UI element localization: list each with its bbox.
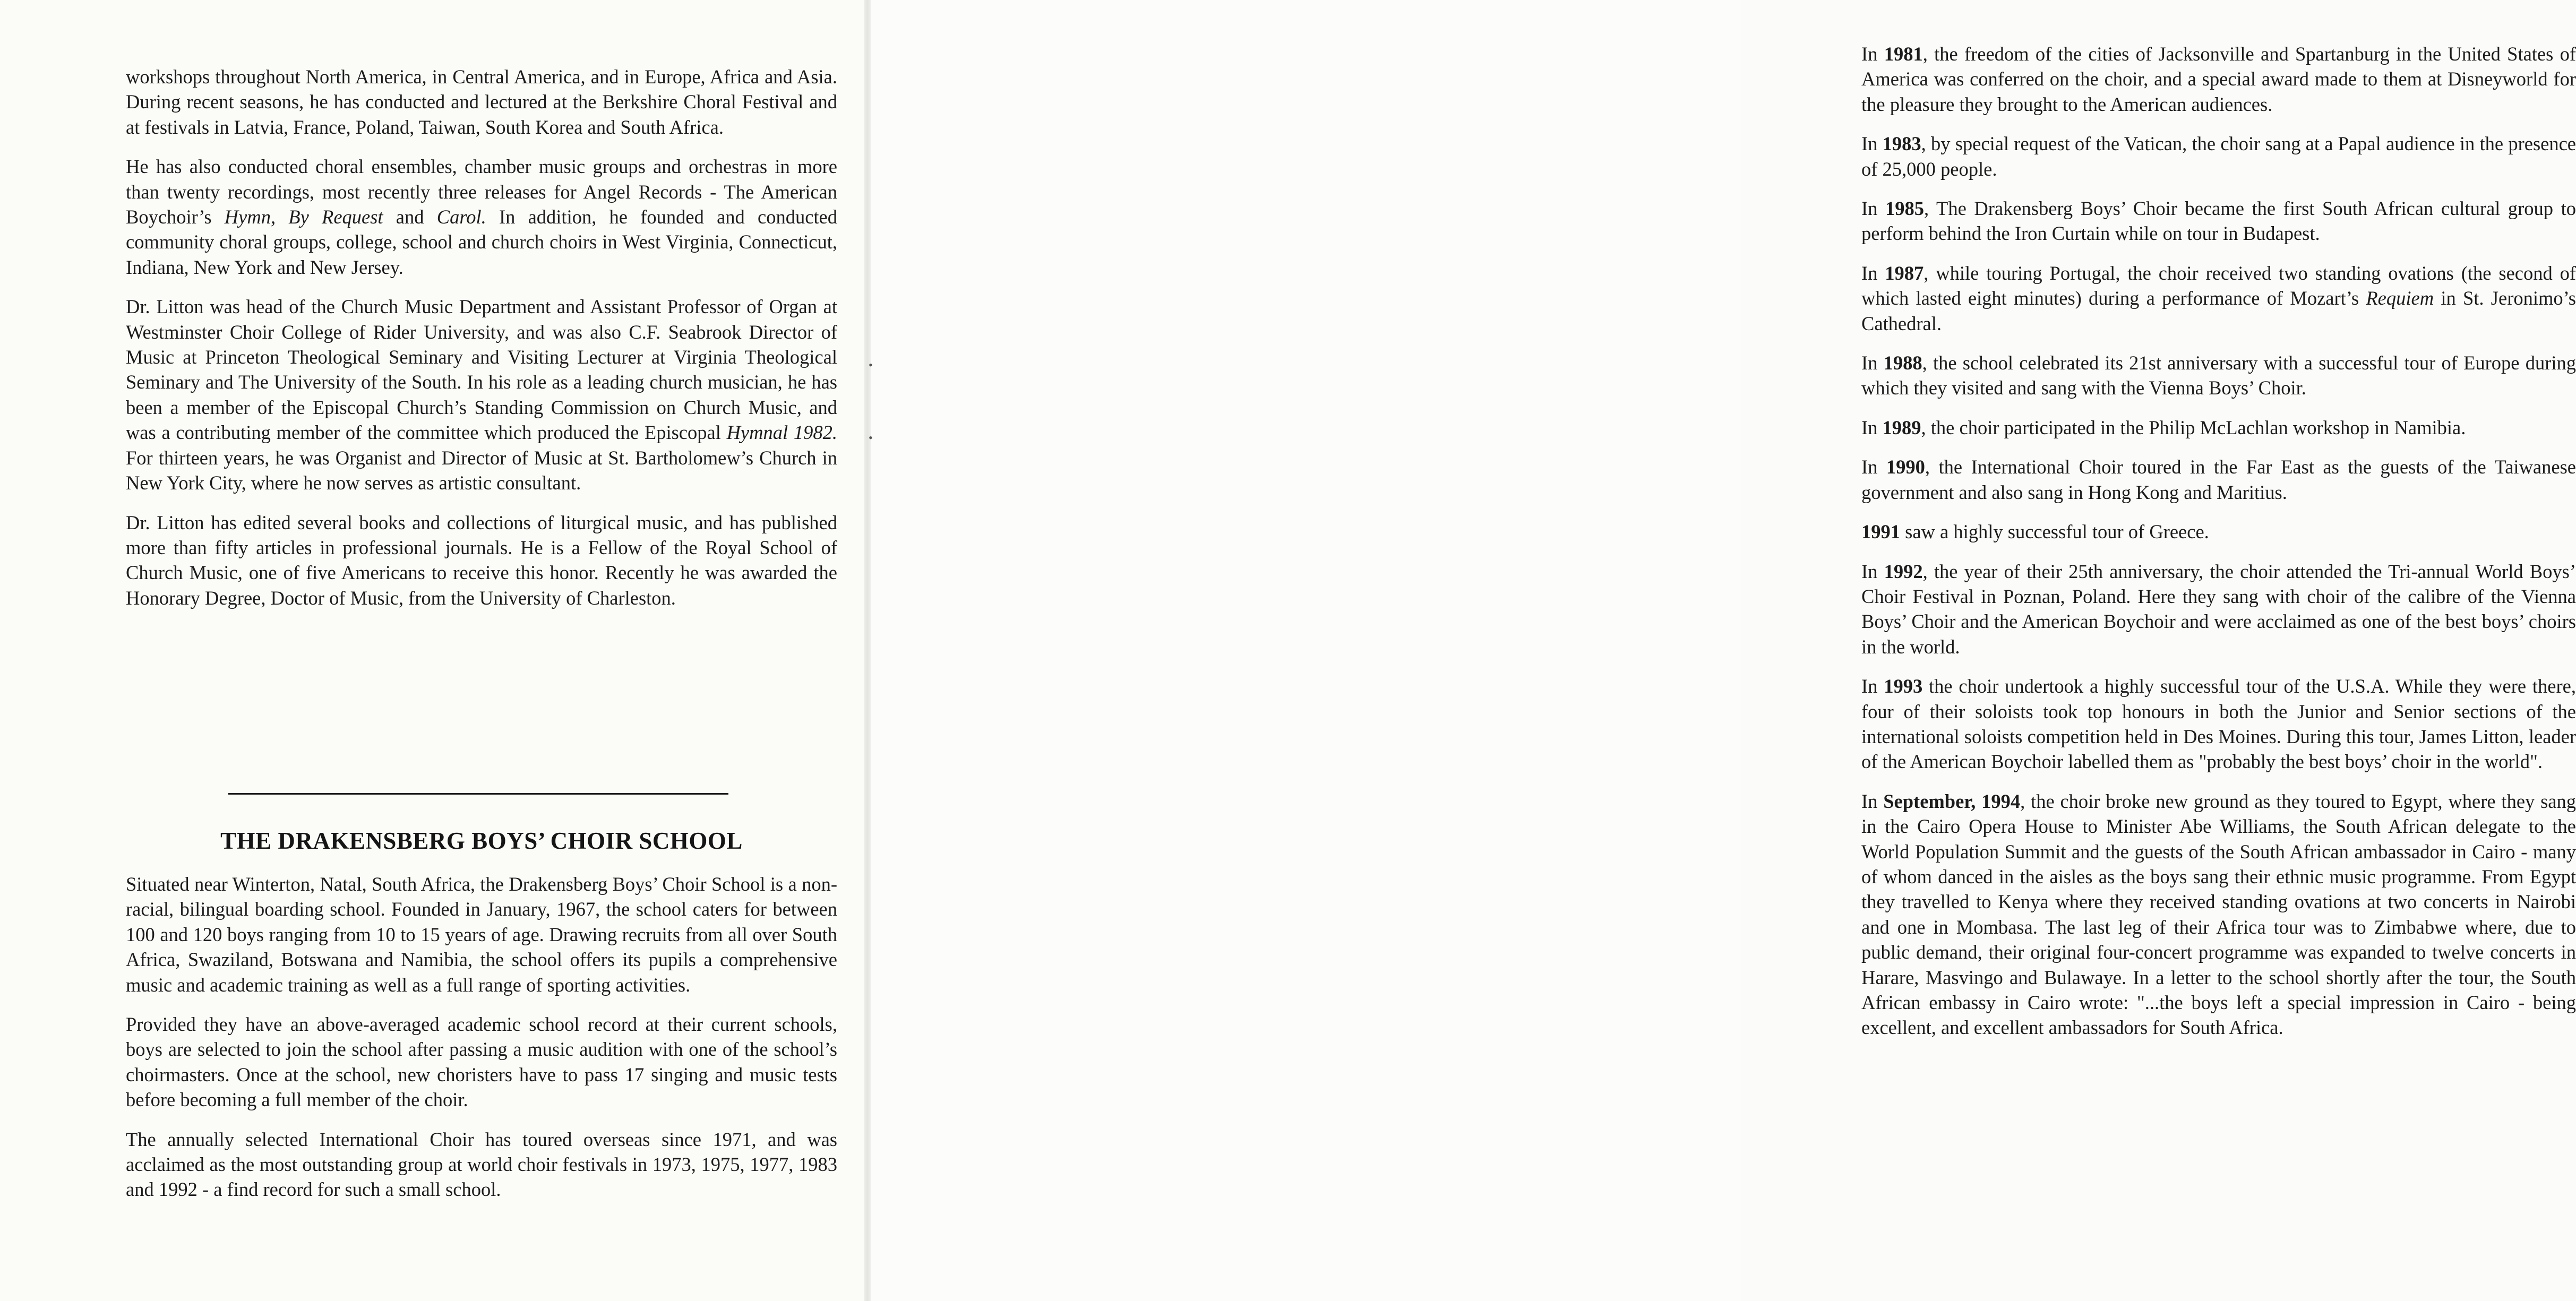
text-run: , The Drakensberg Boys’ Choir became the first South African cultural group to perform behind the Iron Curtain while on tour in Budapest. — [1861, 197, 2576, 245]
paragraph — [126, 872, 837, 997]
text-run: For thirteen years, he was Organist and Director of Music at St. Bartholomew’s Church in New York City, where he now serves as artistic consultant. — [126, 446, 837, 494]
emphasized-year: 1989 — [1882, 416, 1921, 438]
paragraph — [126, 64, 837, 140]
text-run: , the freedom of the cities of Jacksonville and Spartanburg in the United States of America was conferred on the choir, and a special award made to them at Disneyworld for the pleasure they brought to the American audiences. — [1861, 43, 2576, 115]
paragraph — [1861, 519, 2576, 544]
page-gutter — [864, 0, 871, 1301]
text-run: in St. Jeronimo’s Cathedral. — [1861, 287, 2576, 334]
text-run: , by special request of the Vatican, the choir sang at a Papal audience in the presence of 25,000 people. — [1861, 133, 2576, 180]
text-run: saw a highly successful tour of Greece. — [1900, 521, 2209, 543]
text-run: In — [1861, 675, 1884, 697]
italic-title: Hymnal 1982. — [726, 421, 837, 444]
text-run: the choir undertook a highly successful tour of the U.S.A. While they were there, four of their soloists took top honours in both the Junior and Senior sections of the international soloists competition held in Des Moines. During this tour, James Litton, leader of the American Boychoir labelled them as "probably the best boys’ choir in the world". — [1861, 675, 2576, 773]
paragraph — [1861, 674, 2576, 774]
emphasized-year: 1987 — [1885, 262, 1924, 284]
paragraph — [1861, 350, 2576, 401]
paragraph — [1861, 789, 2576, 1040]
paragraph — [126, 510, 837, 611]
paragraph — [1861, 131, 2576, 182]
italic-title: Carol. — [436, 206, 486, 228]
paragraph — [126, 294, 837, 495]
text-run: , while touring Portugal, the choir received two standing ovations (the second of which lasted eight minutes) during a performance of Mozart’s — [1861, 262, 2576, 309]
emphasized-year: 1988 — [1883, 352, 1922, 374]
paragraph — [1861, 41, 2576, 117]
choir-school-description — [126, 872, 837, 1217]
choir-history-timeline — [1861, 41, 2576, 1055]
emphasized-year: 1992 — [1884, 560, 1923, 582]
emphasized-year: 1993 — [1884, 675, 1923, 697]
emphasized-year: 1983 — [1882, 133, 1921, 155]
text-run: workshops throughout North America, in Central America, and in Europe, Africa and Asia. During recent seasons, he has conducted and lectured at the Berkshire Choral Festival and at festivals in Latvia, France, Poland, Taiwan, South Korea and South Africa. — [126, 66, 837, 138]
section-heading: THE DRAKENSBERG BOYS’ CHOIR SCHOOL — [220, 828, 743, 854]
text-run: In — [1861, 560, 1884, 582]
text-run: , the choir broke new ground as they toured to Egypt, where they sang in the Cairo Opera House to Minister Abe Williams, the South African delegate to the World Population Summit and the guests of the South African ambassador in Cairo - many of whom danced in the aisles as the boys sang their ethnic music programme. From Egypt they travelled to Kenya where they received standing ovations at two concerts in Nairobi and one in Mombasa. The last leg of their Africa tour was to Zimbabwe where, due to public demand, their original four-concert programme was expanded to twelve concerts in Harare, Masvingo and Bulawaye. In a letter to the school shortly after the tour, the South African embassy in Cairo wrote: "...the boys left a special impression in Cairo - being excellent, and excellent ambassadors for South Africa. — [1861, 790, 2576, 1039]
paragraph — [126, 1127, 837, 1202]
text-run: Provided they have an above-averaged academic school record at their current schools, boys are selected to join the school after passing a music audition with one of the school’s choirmasters. Once at the school, new choristers have to pass 17 singing and music tests before becoming a full member of the choir. — [126, 1013, 837, 1111]
paragraph — [1861, 454, 2576, 505]
text-run: In — [1861, 790, 1884, 812]
text-run: In — [1861, 416, 1883, 438]
text-run: , the choir participated in the Philip McLachlan workshop in Namibia. — [1921, 416, 2466, 438]
paragraph — [126, 154, 837, 280]
text-run: and — [383, 206, 437, 228]
paragraph — [1861, 196, 2576, 246]
paragraph — [1861, 559, 2576, 660]
margin-mark: • — [869, 358, 873, 372]
text-run: , the International Choir toured in the Far East as the guests of the Taiwanese government and also sang in Hong Kong and Maritius. — [1861, 456, 2576, 503]
text-run: , the school celebrated its 21st anniversary with a successful tour of Europe during which they visited and sang with the Vienna Boys’ Choir. — [1861, 352, 2576, 399]
text-run: In — [1861, 133, 1883, 155]
text-run: Dr. Litton was head of the Church Music Department and Assistant Professor of Organ at Westminster Choir College of Rider University, and was also C.F. Seabrook Director of Music at Princeton Theological Seminary and Visiting Lecturer at Virginia Theological Seminary and The University of the South. In his role as a leading church musician, he has been a member of the Episcopal Church’s Standing Commission on Church Music, and was a contributing member of the committee which produced the Episcopal — [126, 296, 837, 444]
emphasized-year: 1985 — [1885, 197, 1924, 220]
text-run: In addition, he founded and conducted community choral groups, college, school and church choirs in West Virginia, Connecticut, Indiana, New York and New Jersey. — [126, 206, 838, 278]
italic-title: Requiem — [2366, 287, 2434, 309]
paragraph — [1861, 261, 2576, 336]
emphasized-year: 1990 — [1886, 456, 1925, 478]
text-run: In — [1861, 197, 1885, 220]
emphasized-year: 1981 — [1884, 43, 1923, 65]
paragraph — [1861, 415, 2576, 440]
text-run: He has also conducted choral ensembles, chamber music groups and orchestras in more than twenty recordings, most recently three releases for Angel Records - The American Boychoir’s — [126, 156, 837, 228]
italic-title: Hymn, By Request — [224, 206, 383, 228]
margin-mark: • — [869, 431, 873, 444]
litton-biography — [126, 64, 837, 625]
text-run: In — [1861, 456, 1886, 478]
text-run: In — [1861, 262, 1885, 284]
emphasized-year: September, 1994 — [1883, 790, 2021, 812]
right-page — [871, 0, 2576, 1301]
section-divider — [228, 793, 728, 795]
emphasized-year: 1991 — [1861, 521, 1900, 543]
text-run: In — [1861, 352, 1884, 374]
left-page — [0, 0, 864, 1301]
text-run: Situated near Winterton, Natal, South Africa, the Drakensberg Boys’ Choir School is a non-racial, bilingual boarding school. Founded in January, 1967, the school caters for between 100 and 120 boys ranging from 10 to 15 years of age. Drawing recruits from all over South Africa, Swaziland, Botswana and Namibia, the school offers its pupils a comprehensive music and academic training as well as a full range of sporting activities. — [126, 873, 837, 996]
text-run: Dr. Litton has edited several books and collections of liturgical music, and has published more than fifty articles in professional journals. He is a Fellow of the Royal School of Church Music, one of five Americans to receive this honor. Recently he was awarded the Honorary Degree, Doctor of Music, from the University of Charleston. — [126, 511, 837, 609]
text-run: The annually selected International Choir has toured overseas since 1971, and was acclaimed as the most outstanding group at world choir festivals in 1973, 1975, 1977, 1983 and 1992 - a find record for such a small school. — [126, 1128, 837, 1201]
text-run: In — [1861, 43, 1884, 65]
paragraph — [126, 1012, 837, 1113]
text-run: , the year of their 25th anniversary, the choir attended the Tri-annual World Boys’ Choir Festival in Poznan, Poland. Here they sang with choir of the calibre of the Vienna Boys’ Choir and the American Boychoir and were acclaimed as one of the best boys’ choirs in the world. — [1861, 560, 2576, 658]
